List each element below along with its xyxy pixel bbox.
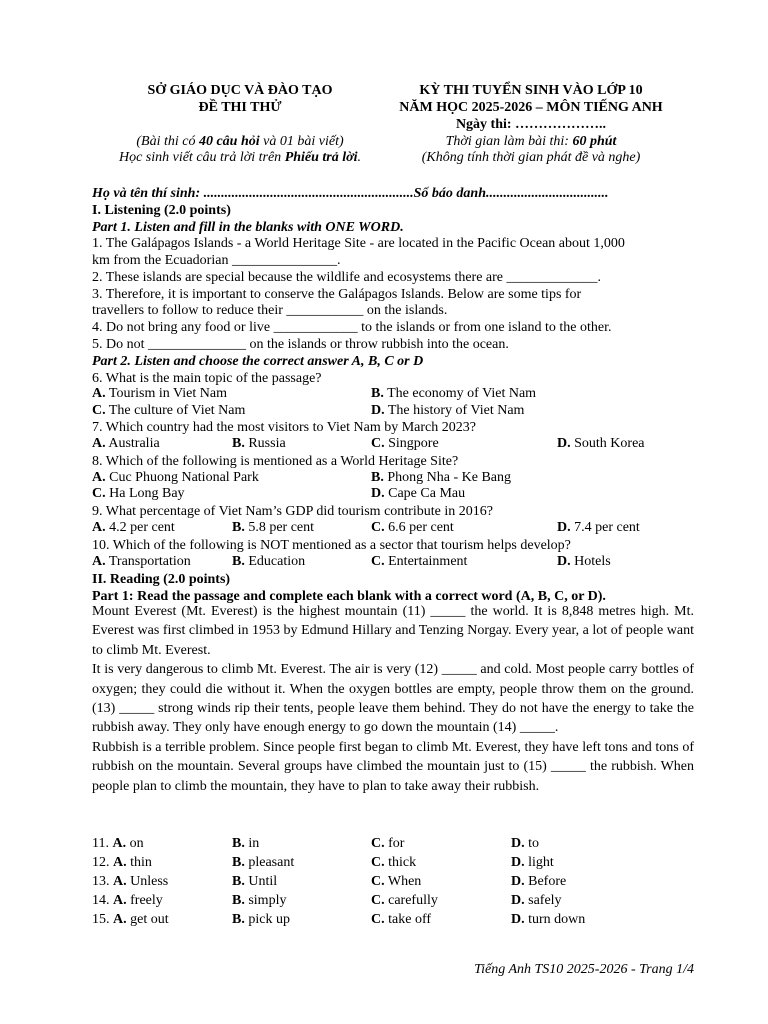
department-name: SỞ GIÁO DỤC VÀ ĐÀO TẠO	[147, 83, 333, 98]
q10-option-c: C. Entertainment	[371, 554, 468, 569]
exam-type: ĐỀ THI THỬ	[198, 100, 282, 115]
q9-option-c: C. 6.6 per cent	[371, 520, 454, 535]
q11-option-a: 11. A. on	[92, 836, 144, 851]
q11-option-c: C. for	[371, 836, 405, 851]
q7-option-b: B. Russia	[232, 436, 286, 451]
passage-paragraph: Mount Everest (Mt. Everest) is the highest mountain (11) _____ the world. It is 8,848 metres high. Mt. Everest was first climbed in 1953 by Edmund Hillary and Tenzing Norgay. Every year, a lot of people want to climb Mt. Everest.	[92, 604, 694, 658]
section-listening-title: I. Listening (2.0 points)	[92, 203, 231, 218]
q6-option-a: A. Tourism in Viet Nam	[92, 386, 227, 401]
q7-option-d: D. South Korea	[557, 436, 645, 451]
part1-line: 1. The Galápagos Islands - a World Heritage Site - are located in the Pacific Ocean about 1,000	[92, 236, 625, 251]
q6-option-d: D. The history of Viet Nam	[371, 403, 525, 418]
q12-option-b: B. pleasant	[232, 855, 295, 870]
school-year: NĂM HỌC 2025-2026 – MÔN TIẾNG ANH	[399, 100, 663, 115]
question-8: 8. Which of the following is mentioned as a World Heritage Site?	[92, 454, 459, 469]
q14-option-b: B. simply	[232, 893, 287, 908]
exam-structure-note: (Bài thi có 40 câu hỏi và 01 bài viết)	[136, 134, 344, 149]
q14-option-c: C. carefully	[371, 893, 438, 908]
reading-part1-title: Part 1: Read the passage and complete each blank with a correct word (A, B, C, or D).	[92, 589, 606, 604]
q12-option-c: C. thick	[371, 855, 417, 870]
q15-option-b: B. pick up	[232, 912, 290, 927]
q15-option-a: 15. A. get out	[92, 912, 169, 927]
q8-option-d: D. Cape Ca Mau	[371, 486, 466, 501]
q13-option-a: 13. A. Unless	[92, 874, 169, 889]
q8-option-b: B. Phong Nha - Ke Bang	[371, 470, 511, 485]
q14-option-a: 14. A. freely	[92, 893, 163, 908]
part1-line: 3. Therefore, it is important to conserve the Galápagos Islands. Below are some tips for	[92, 287, 582, 302]
q9-option-a: A. 4.2 per cent	[92, 520, 175, 535]
q15-option-c: C. take off	[371, 912, 432, 927]
time-note: (Không tính thời gian phát đề và nghe)	[421, 150, 641, 165]
q10-option-a: A. Transportation	[92, 554, 191, 569]
exam-title: KỲ THI TUYỂN SINH VÀO LỚP 10	[419, 83, 643, 98]
q13-option-c: C. When	[371, 874, 422, 889]
q10-option-d: D. Hotels	[557, 554, 611, 569]
question-6: 6. What is the main topic of the passage?	[92, 371, 322, 386]
q15-option-d: D. turn down	[511, 912, 586, 927]
q7-option-a: A. Australia	[92, 436, 160, 451]
passage-paragraph: Rubbish is a terrible problem. Since people first began to climb Mt. Everest, they have left tons and tons of rubbish on the mountain. Several groups have climbed the mountain just to (15) _____ the rubbish. When people plan to climb the mountain, they have to plan to take away their rubbish.	[92, 739, 694, 794]
reading-passage	[92, 602, 694, 796]
listening-part2-title: Part 2. Listen and choose the correct answer A, B, C or D	[92, 354, 424, 369]
question-10: 10. Which of the following is NOT mentioned as a sector that tourism helps develop?	[92, 538, 571, 553]
q7-option-c: C. Singpore	[371, 436, 439, 451]
part1-line: 2. These islands are special because the wildlife and ecosystems there are _____________.	[92, 270, 602, 285]
q12-option-a: 12. A. thin	[92, 855, 152, 870]
q12-option-d: D. light	[511, 855, 554, 870]
q6-option-c: C. The culture of Viet Nam	[92, 403, 246, 418]
question-7: 7. Which country had the most visitors to Viet Nam by March 2023?	[92, 420, 476, 435]
passage-paragraph: It is very dangerous to climb Mt. Everest. The air is very (12) _____ and cold. Most people carry bottles of oxygen; they could die without it. When the oxygen bottles are empty, people throw them on the ground. (13) _____ strong winds rip their tents, people leave them behind. They do not have the energy to take the rubbish away. They only have enough energy to go down the mountain (14) _____.	[92, 662, 694, 736]
q8-option-a: A. Cuc Phuong National Park	[92, 470, 259, 485]
part1-line: km from the Ecuadorian _______________.	[92, 253, 341, 268]
q11-option-d: D. to	[511, 836, 540, 851]
page-footer: Tiếng Anh TS10 2025-2026 - Trang 1/4	[474, 962, 694, 977]
part1-line: 5. Do not ______________ on the islands or throw rubbish into the ocean.	[92, 337, 509, 352]
q8-option-c: C. Ha Long Bay	[92, 486, 185, 501]
time-limit: Thời gian làm bài thi: 60 phút	[445, 134, 617, 149]
q9-option-b: B. 5.8 per cent	[232, 520, 315, 535]
candidate-info-line: Họ và tên thí sinh: ............................................................Số báo danh...................................	[92, 186, 609, 201]
q14-option-d: D. safely	[511, 893, 562, 908]
listening-part1-title: Part 1. Listen and fill in the blanks with ONE WORD.	[92, 220, 404, 235]
q9-option-d: D. 7.4 per cent	[557, 520, 640, 535]
part1-line: travellers to follow to reduce their ___________ on the islands.	[92, 303, 448, 318]
section-reading-title: II. Reading (2.0 points)	[92, 572, 231, 587]
answer-sheet-note: Học sinh viết câu trả lời trên Phiếu trả lời.	[118, 150, 362, 165]
q6-option-b: B. The economy of Viet Nam	[371, 386, 537, 401]
q10-option-b: B. Education	[232, 554, 306, 569]
question-9: 9. What percentage of Viet Nam’s GDP did tourism contribute in 2016?	[92, 504, 493, 519]
q13-option-d: D. Before	[511, 874, 567, 889]
part1-line: 4. Do not bring any food or live ____________ to the islands or from one island to the other.	[92, 320, 612, 335]
q13-option-b: B. Until	[232, 874, 278, 889]
q11-option-b: B. in	[232, 836, 260, 851]
exam-date: Ngày thi: ………………..	[455, 117, 607, 132]
